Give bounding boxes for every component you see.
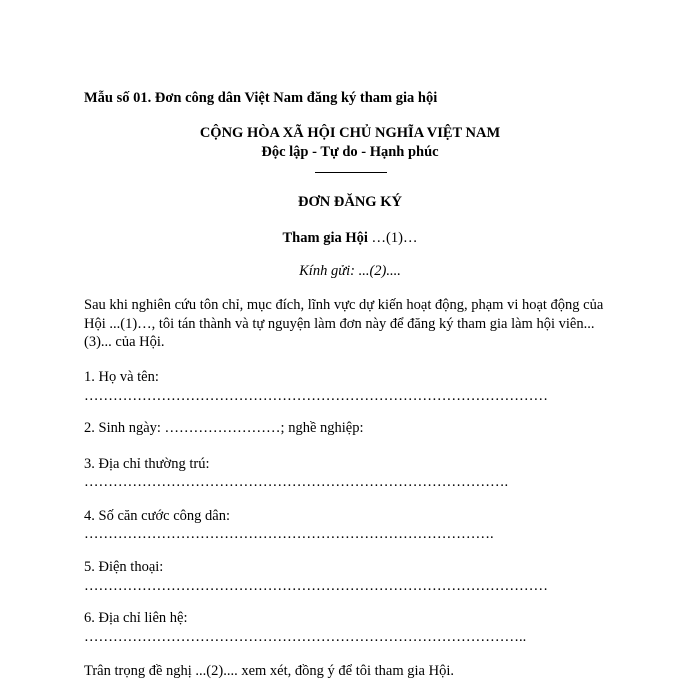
- intro-line-1: Sau khi nghiên cứu tôn chỉ, mục đích, lĩnh vực dự kiến hoạt động, phạm vi hoạt động của: [84, 297, 604, 313]
- recipient-line: Kính gửi: ...(2)....: [299, 263, 401, 279]
- phone-dots: ……………………………………………………………………………………: [84, 578, 548, 594]
- document-title: ĐƠN ĐĂNG KÝ: [298, 194, 402, 210]
- subtitle-placeholder: …(1)…: [367, 230, 418, 246]
- intro-line-2: Hội ...(1)…, tôi tán thành và tự nguyện làm đơn này để đăng ký tham gia làm hội viên...: [84, 316, 595, 332]
- closing-line: Trân trọng đề nghị ...(2).... xem xét, đồng ý để tôi tham gia Hội.: [84, 663, 454, 679]
- name-dots: ……………………………………………………………………………………: [84, 388, 548, 404]
- birth-occupation-line: 2. Sinh ngày: ……………………; nghề nghiệp:: [84, 420, 364, 436]
- form-code: Mẫu số 01. Đơn công dân Việt Nam đăng ký tham gia hội: [84, 90, 438, 106]
- motto-divider: [315, 172, 387, 173]
- id-label: 4. Số căn cước công dân:: [84, 508, 230, 524]
- document-subtitle: [0, 229, 700, 247]
- contact-dots: ………………………………………………………………………………..: [84, 629, 527, 645]
- national-title: CỘNG HÒA XÃ HỘI CHỦ NGHĨA VIỆT NAM: [199, 125, 501, 141]
- phone-label: 5. Điện thoại:: [84, 559, 164, 575]
- name-label: 1. Họ và tên:: [84, 369, 159, 385]
- address-label: 3. Địa chỉ thường trú:: [84, 456, 210, 472]
- contact-label: 6. Địa chỉ liên hệ:: [84, 610, 188, 626]
- national-motto: Độc lập - Tự do - Hạnh phúc: [261, 144, 439, 160]
- subtitle-label: Tham gia Hội: [282, 230, 368, 246]
- id-dots: ………………………………………………………………………….: [84, 526, 494, 542]
- address-dots: …………………………………………………………………………….: [84, 474, 509, 490]
- intro-line-3: (3)... của Hội.: [84, 334, 165, 350]
